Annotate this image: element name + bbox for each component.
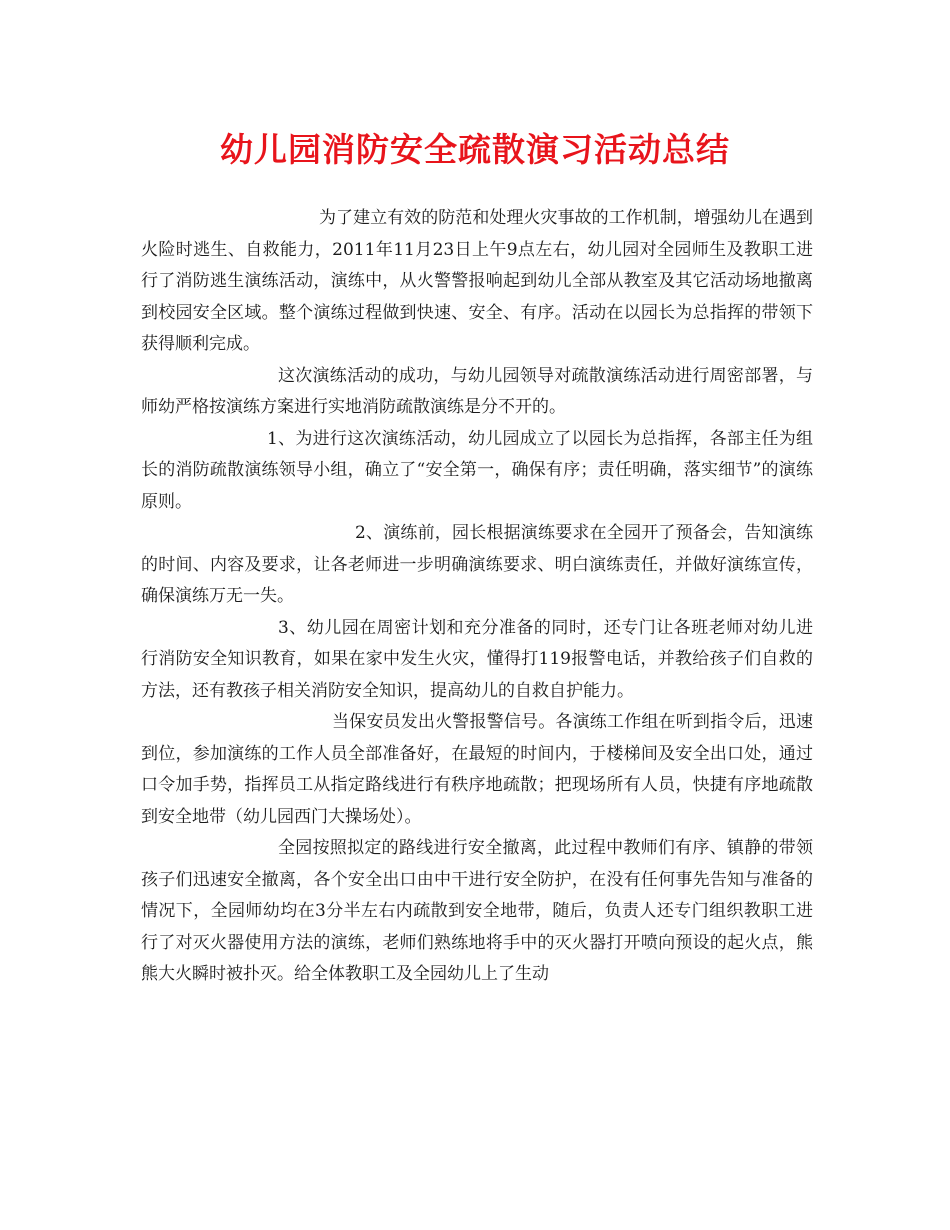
paragraph-alarm: 当保安员发出火警报警信号。各演练工作组在听到指令后，迅速到位，参加演练的工作人员全部准备好，在最短的时间内，于楼梯间及安全出口处，通过口令加手势，指挥员工从指定路线进行有秩序地疏散；把现场所有人员，快捷有序地疏散到安全地带（幼儿园西门大操场处）。 [141,712,813,827]
paragraph-point-1: 1、为进行这次演练活动，幼儿园成立了以园长为总指挥，各部主任为组长的消防疏散演练领导小组，确立了“安全第一，确保有序；责任明确，落实细节”的演练原则。 [141,428,813,512]
document-title: 幼儿园消防安全疏散演习活动总结 [220,130,730,169]
document-body [141,203,813,991]
paragraph-success: 这次演练活动的成功，与幼儿园领导对疏散演练活动进行周密部署，与师幼严格按演练方案进行实地消防疏散演练是分不开的。 [141,365,813,417]
paragraph-point-2: 2、演练前，园长根据演练要求在全园开了预备会，告知演练的时间、内容及要求，让各老师进一步明确演练要求、明白演练责任，并做好演练宣传，确保演练万无一失。 [141,523,813,606]
paragraph-intro: 为了建立有效的防范和处理火灾事故的工作机制，增强幼儿在遇到火险时逃生、自救能力，2011年11月23日上午9点左右，幼儿园对全园师生及教职工进行了消防逃生演练活动，演练中，从火警警报响起到幼儿全部从教室及其它活动场地撤离到校园安全区域。整个演练过程做到快速、安全、有序。活动在以园长为总指挥的带领下获得顺利完成。 [141,208,813,354]
paragraph-point-3: 3、幼儿园在周密计划和充分准备的同时，还专门让各班老师对幼儿进行消防安全知识教育，如果在家中发生火灾，懂得打119报警电话，并教给孩子们自救的方法，还有教孩子相关消防安全知识，提高幼儿的自救自护能力。 [141,617,813,701]
paragraph-evacuation: 全园按照拟定的路线进行安全撤离，此过程中教师们有序、镇静的带领孩子们迅速安全撤离，各个安全出口由中干进行安全防护，在没有任何事先告知与准备的情况下，全园师幼均在3分半左右内疏散到安全地带，随后，负责人还专门组织教职工进行了对灭火器使用方法的演练，老师们熟练地将手中的灭火器打开喷向预设的起火点，熊熊大火瞬时被扑灭。给全体教职工及全园幼儿上了生动 [141,838,813,984]
